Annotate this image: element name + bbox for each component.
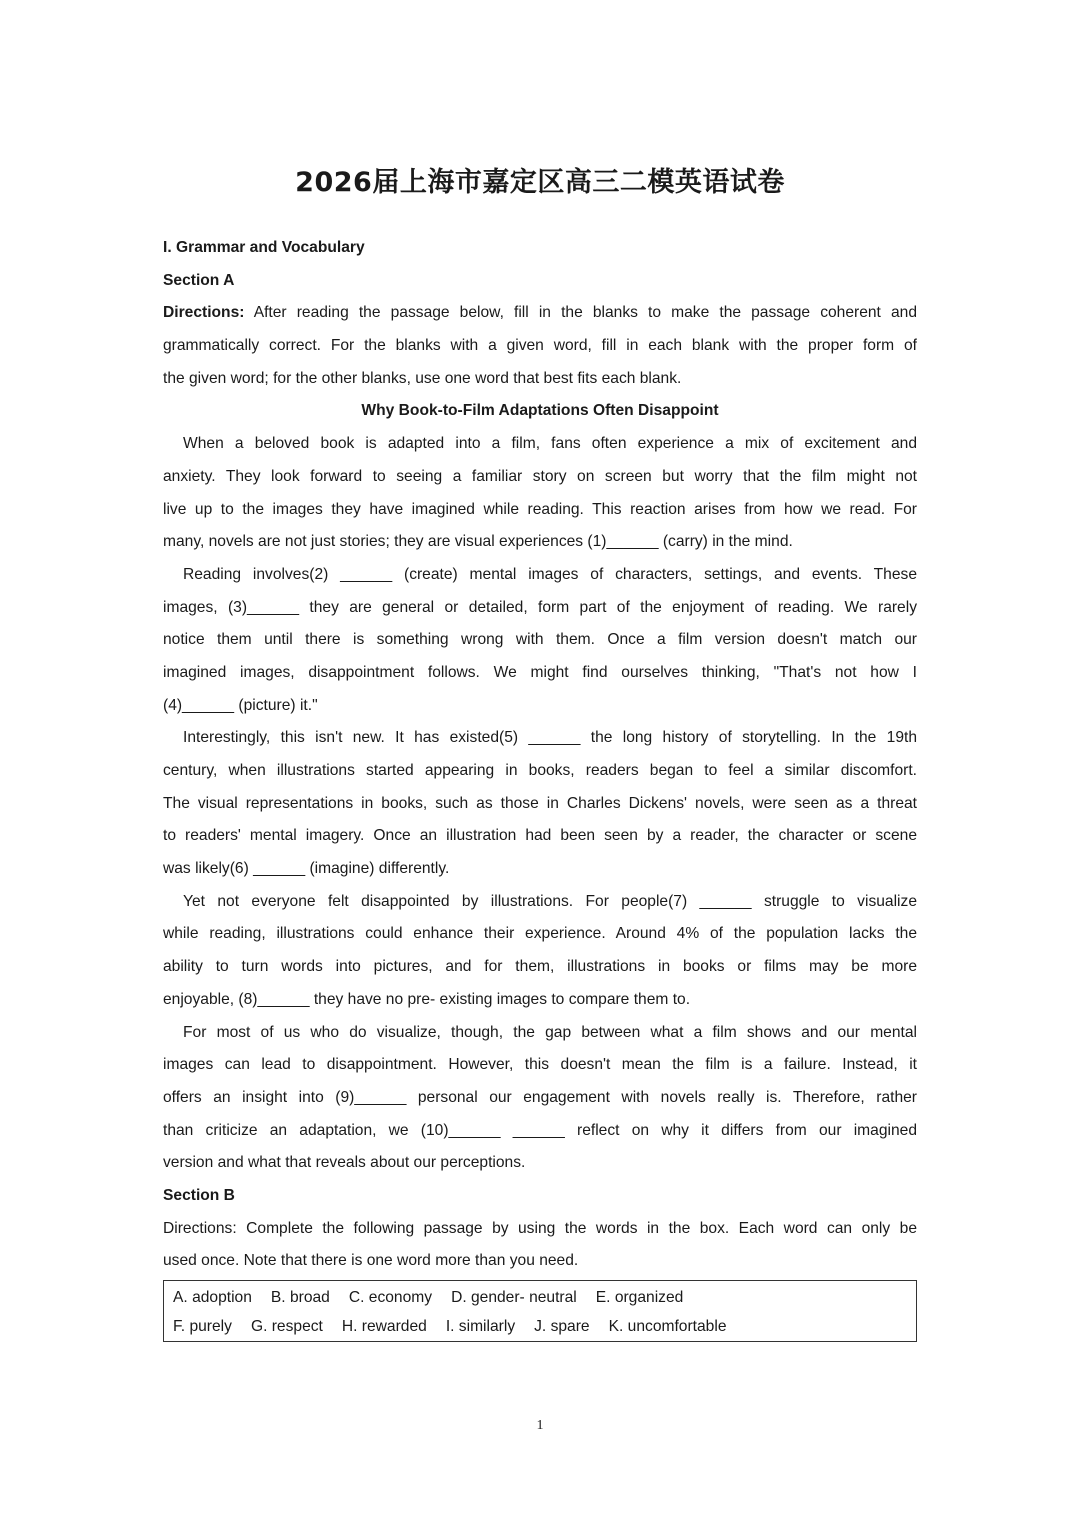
passage bbox=[163, 428, 917, 1180]
directions-line bbox=[163, 363, 917, 396]
passage-paragraph bbox=[163, 886, 917, 1017]
passage-line: version and what that reveals about our perceptions. bbox=[163, 1154, 526, 1172]
directions-line bbox=[163, 297, 917, 330]
word-box bbox=[163, 1280, 917, 1342]
passage-line: notice them until there is something wrong with them. Once a film version doesn't match our bbox=[163, 631, 917, 649]
passage-line: (4)______ (picture) it." bbox=[163, 696, 318, 714]
directions-line: used once. Note that there is one word more than you need. bbox=[163, 1252, 579, 1270]
passage-line: ability to turn words into pictures, and for them, illustrations in books or films may be more bbox=[163, 958, 917, 976]
word-option: I. similarly bbox=[445, 1318, 516, 1335]
passage-line: Interestingly, this isn't new. It has existed(5) ______ the long history of storytelling. In the 19th bbox=[183, 729, 917, 747]
part-heading: I. Grammar and Vocabulary bbox=[163, 239, 365, 256]
passage-line: was likely(6) ______ (imagine) differently. bbox=[163, 860, 450, 878]
document-body bbox=[163, 232, 917, 1342]
word-option: E. organized bbox=[595, 1289, 684, 1306]
document-title: 2026届上海市嘉定区高三二模英语试卷 bbox=[295, 167, 785, 198]
passage-line: anxiety. They look forward to seeing a familiar story on screen but worry that the film might not bbox=[163, 467, 917, 485]
passage-paragraph bbox=[163, 722, 917, 885]
word-option: C. economy bbox=[348, 1289, 433, 1306]
passage-line: offers an insight into (9)______ personal our engagement with novels really is. Therefore, rather bbox=[163, 1088, 917, 1106]
passage-line: than criticize an adaptation, we (10)______ ______ reflect on why it differs from our imagined bbox=[163, 1121, 917, 1139]
section-a-heading: Section A bbox=[163, 271, 235, 289]
word-option: J. spare bbox=[534, 1318, 590, 1335]
passage-line: Yet not everyone felt disappointed by illustrations. For people(7) ______ struggle to visualize bbox=[183, 892, 917, 910]
directions-text: grammatically correct. For the blanks with a given word, fill in each blank with the proper form of bbox=[163, 337, 917, 355]
passage-line: For most of us who do visualize, though, the gap between what a film shows and our mental bbox=[183, 1023, 917, 1041]
section-a-directions bbox=[163, 297, 917, 395]
passage-paragraph bbox=[163, 428, 917, 559]
passage-line: The visual representations in books, such as those in Charles Dickens' novels, were seen as a threat bbox=[163, 794, 917, 812]
word-option: H. rewarded bbox=[341, 1318, 427, 1335]
passage-line: many, novels are not just stories; they are visual experiences (1)______ (carry) in the mind. bbox=[163, 533, 793, 551]
passage-line: while reading, illustrations could enhance their experience. Around 4% of the population lacks the bbox=[163, 925, 917, 943]
word-option: B. broad bbox=[270, 1289, 330, 1306]
directions-line: Directions: Complete the following passage by using the words in the box. Each word can only be bbox=[163, 1219, 917, 1237]
passage-line: images can lead to disappointment. However, this doesn't mean the film is a failure. Instead, it bbox=[163, 1056, 917, 1074]
passage-line: images, (3)______ they are general or detailed, form part of the enjoyment of reading. We rarely bbox=[163, 598, 917, 616]
section-b-heading: Section B bbox=[163, 1186, 235, 1204]
word-box-row bbox=[173, 1283, 907, 1312]
page-number: 1 bbox=[536, 1418, 544, 1433]
directions-text: After reading the passage below, fill in the blanks to make the passage coherent and bbox=[244, 304, 917, 322]
passage-line: When a beloved book is adapted into a film, fans often experience a mix of excitement and bbox=[183, 435, 917, 453]
word-option: F. purely bbox=[173, 1318, 232, 1335]
passage-line: century, when illustrations started appearing in books, readers began to feel a similar discomfort. bbox=[163, 762, 917, 779]
word-box-row bbox=[173, 1312, 907, 1341]
section-b-directions bbox=[163, 1213, 917, 1278]
passage-line: to readers' mental imagery. Once an illustration had been seen by a reader, the character or scene bbox=[163, 827, 917, 845]
directions-line bbox=[163, 330, 917, 363]
passage-title: Why Book-to-Film Adaptations Often Disappoint bbox=[361, 402, 719, 420]
passage-line: imagined images, disappointment follows. We might find ourselves thinking, "That's not how I bbox=[163, 663, 917, 681]
passage-paragraph bbox=[163, 1017, 917, 1180]
passage-paragraph bbox=[163, 559, 917, 722]
directions-text: the given word; for the other blanks, use one word that best fits each blank. bbox=[163, 369, 682, 387]
passage-line: enjoyable, (8)______ they have no pre- existing images to compare them to. bbox=[163, 990, 691, 1008]
word-option: D. gender- neutral bbox=[451, 1289, 577, 1306]
directions-label: Directions: bbox=[163, 304, 245, 322]
word-option: G. respect bbox=[250, 1318, 323, 1335]
word-option: A. adoption bbox=[173, 1289, 252, 1306]
word-option: K. uncomfortable bbox=[608, 1318, 727, 1335]
passage-line: live up to the images they have imagined while reading. This reaction arises from how we read. For bbox=[163, 500, 917, 518]
passage-line: Reading involves(2) ______ (create) mental images of characters, settings, and events. These bbox=[183, 565, 917, 583]
